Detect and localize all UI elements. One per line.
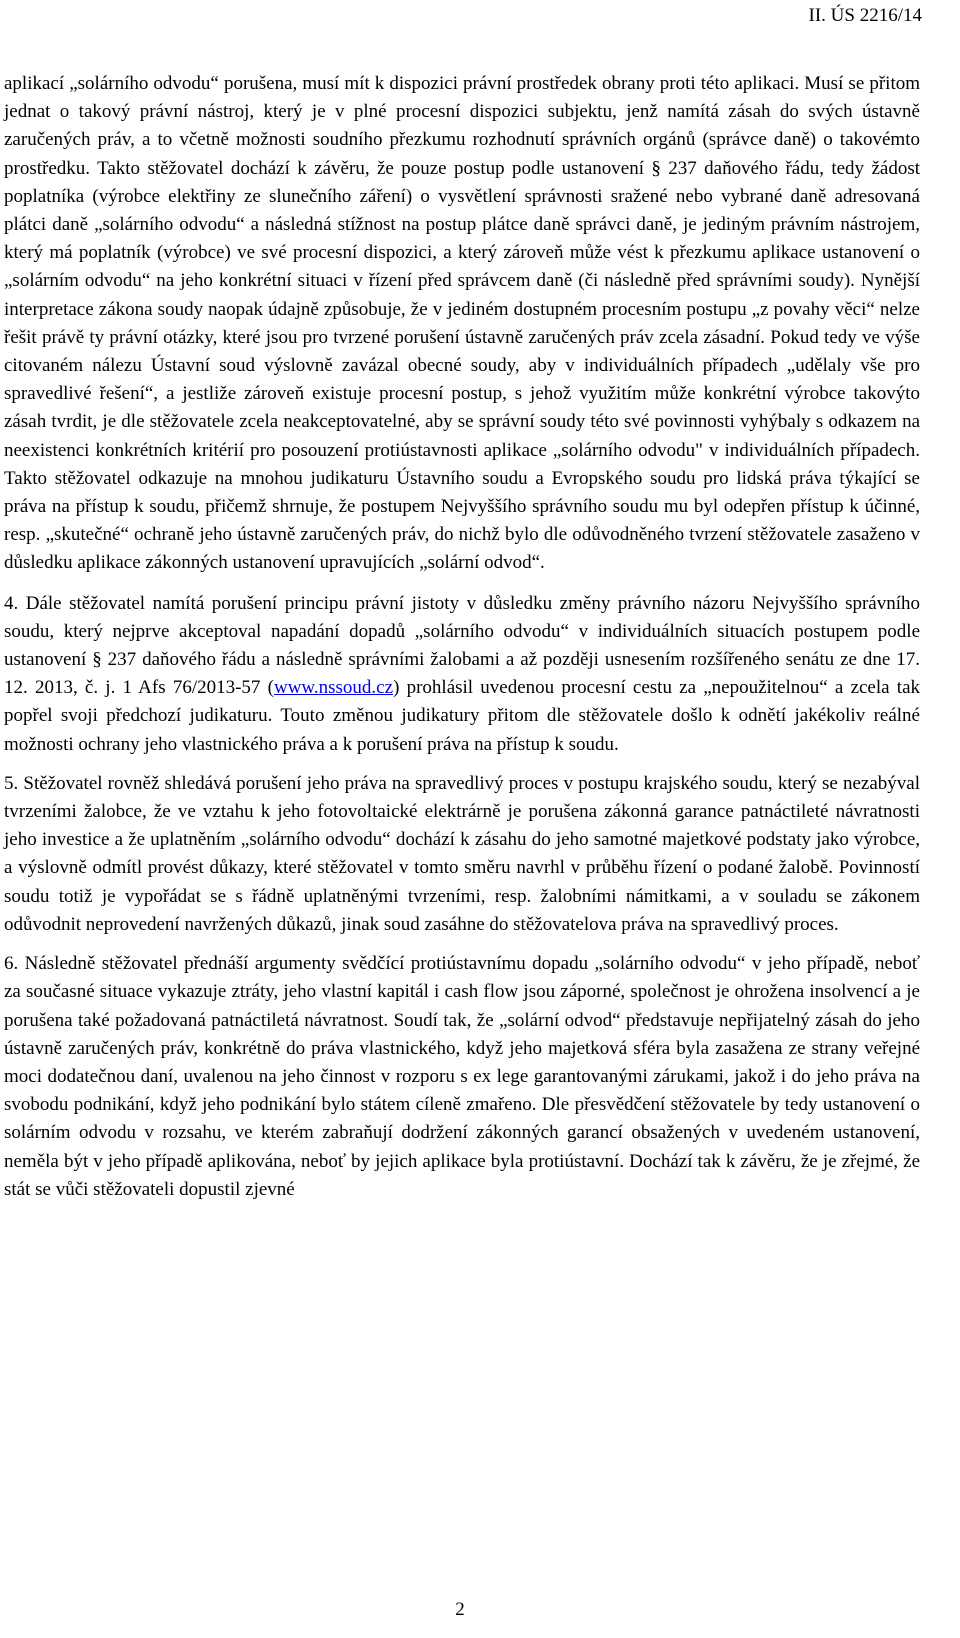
paragraph-6: 6. Následně stěžovatel přednáší argumenty svědčící protiústavnímu dopadu „solárního odvodu“ v jeho případě, neboť za současné situace vykazuje ztráty, jeho vlastní kapitál i cash flow jsou záporné, společnost je ohrožena insolvencí a je porušena také požadovaná patnáctiletá návratnost. Soudí tak, že „solární odvod“ představuje nepřijatelný zásah do jeho ústavně zaručených práv, konkrétně do práva vlastnického, když jeho majetková sféra byla zasažena ze strany veřejné moci dodatečnou daní, uvalenou na jeho činnost v rozporu s ex lege garantovanými zárukami, jakož i do jeho práva na svobodu podnikání, když jeho podnikání bylo státem cíleně zmařeno. Dle přesvědčení stěžovatele by tedy ustanovení o solárním odvodu v rozsahu, ve kterém zabraňují dodržení zákonných garancí obsažených v uvedeném ustanovení, neměla být v jeho případě aplikována, neboť by jejich aplikace byla protiústavní. Dochází tak k závěru, že je zřejmé, že stát se vůči stěžovateli dopustil zjevné xyxy=(4,953,920,1200)
paragraph-4-text-after: ) prohlásil uvedenou procesní cestu za „nepoužitelnou“ a zcela tak popřel svoji předchozí judikaturu. Touto změnou judikatury přitom dle stěžovatele došlo k odnětí jakékoliv reálné možnosti ochrany jeho vlastnického práva a k porušení práva na přístup k soudu. xyxy=(4,677,920,755)
paragraph-continued: aplikací „solárního odvodu“ porušena, musí mít k dispozici právní prostředek obrany proti této aplikaci. Musí se přitom jednat o takový právní nástroj, který je v plné procesní dispozici subjektu, jenž namítá zásah do svých ústavně zaručených práv, a to včetně možnosti soudního přezkumu rozhodnutí správních orgánů (správce daně) o takovémto prostředku. Takto stěžovatel dochází k závěru, že pouze postup podle ustanovení § 237 daňového řádu, tedy žádost poplatníka (výrobce elektřiny ze slunečního záření) o vysvětlení správnosti sražené nebo vybrané daně adresovaná plátci daně „solárního odvodu“ a následná stížnost na postup plátce daně správci daně, je jediným právním nástrojem, který má poplatník (výrobce) ve své procesní dispozici, a který zároveň může vést k přezkumu aplikace ustanovení o „solárním odvodu“ na jeho konkrétní situaci v řízení před správcem daně (či následně před správními soudy). Nynější interpretace zákona soudy naopak údajně způsobuje, že v jediném dostupném procesním postupu „z povahy věci“ nelze řešit právě ty právní otázky, které jsou pro tvrzené porušení ústavně zaručených práv zcela zásadní. Pokud tedy ve výše citovaném nálezu Ústavní soud výslovně zavázal obecné soudy, aby v individuálních případech „udělaly vše pro spravedlivé řešení“, a jestliže zároveň existuje procesní postup, s jehož využitím může konkrétní výrobce takovýto zásah tvrdit, je dle stěžovatele zcela neakceptovatelné, aby se správní soudy této své povinnosti vyhýbaly s odkazem na neexistenci konkrétních kritérií pro posouzení protiústavnosti aplikace „solárního odvodu" v individuálních případech. Takto stěžovatel odkazuje na mnohou judikaturu Ústavního soudu a Evropského soudu pro lidská práva týkající se práva na přístup k soudu, přičemž shrnuje, že postupem Nejvyššího správního soudu mu byl odepřen přístup k účinné, resp. „skutečné“ ochraně jeho ústavně zaručených práv, do nichž bylo dle odůvodněného tvrzení stěžovatele zasaženo v důsledku aplikace zákonných ustanovení upravujících „solární odvod“. xyxy=(4,73,920,574)
paragraph-4-text-before: 4. Dále stěžovatel namítá porušení principu právní jistoty v důsledku změny právního názoru Nejvyššího správního soudu, který nejprve akceptoval napadání dopadů „solárního odvodu“ v individuálních situacích postupem podle ustanovení § 237 daňového řádu a následně správními žalobami a až později usnesením rozšířeného senátu ze dne 17. 12. 2013, č. j. 1 Afs 76/2013-57 ( xyxy=(4,592,920,699)
body-text xyxy=(4,70,920,1215)
paragraph-5: 5. Stěžovatel rovněž shledává porušení jeho práva na spravedlivý proces v postupu krajského soudu, který se nezabýval tvrzeními žalobce, že ve vztahu k jeho fotovoltaické elektrárně je porušena zákonná garance patnáctileté návratnosti jeho investice a že uplatněním „solárního odvodu“ dochází k zásahu do jeho samotné majetkové podstaty jako výrobce, a výslovně odmítl provést důkazy, které stěžovatel v tomto směru navrhl v průběhu řízení o podané žalobě. Povinností soudu totiž je vypořádat se s řádně uplatněnými tvrzeními, resp. žalobními námitkami, a v souladu se zákonem odůvodnit neprovedení navržených důkazů, jinak soud zasáhne do stěžovatelova práva na spravedlivý proces. xyxy=(4,772,920,935)
case-number-header: II. ÚS 2216/14 xyxy=(808,5,922,26)
paragraph-4 xyxy=(4,590,920,759)
nssoud-link[interactable]: www.nssoud.cz xyxy=(273,677,394,699)
page-number: 2 xyxy=(455,1599,465,1620)
